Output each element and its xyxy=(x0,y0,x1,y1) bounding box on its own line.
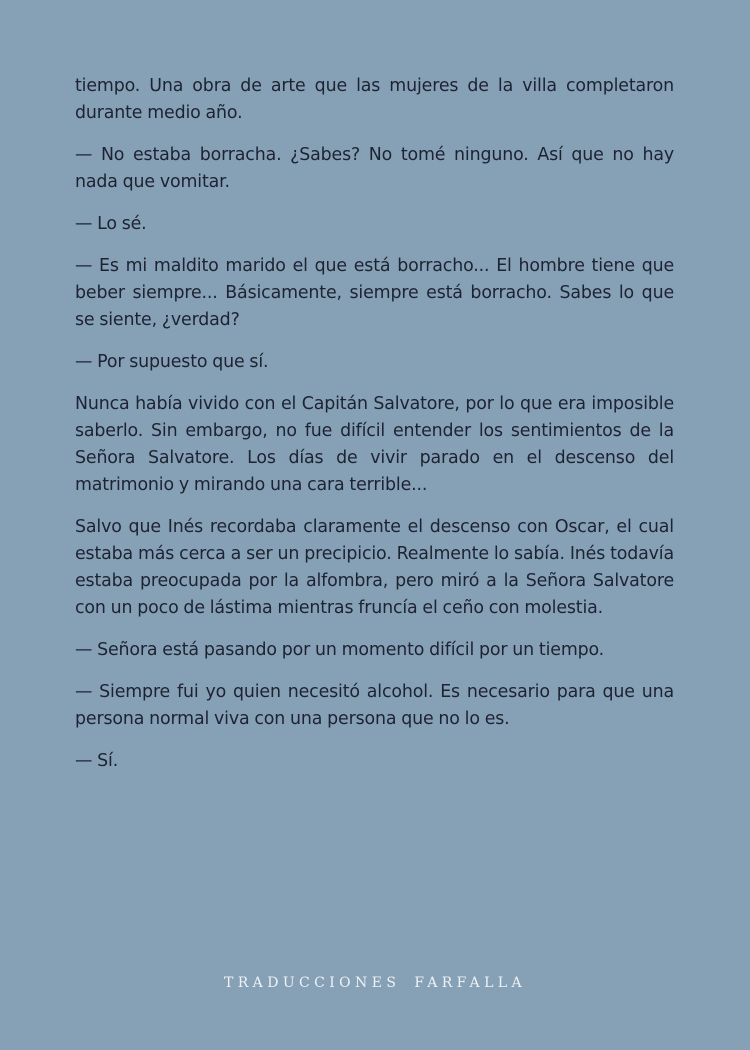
page-body xyxy=(75,73,674,790)
dialogue-line: — Sí. xyxy=(75,751,119,771)
footer-word-traducciones: TRADUCCIONES xyxy=(224,975,401,991)
paragraph-continuation: tiempo. Una obra de arte que las mujeres de la villa completaron durante medio año. xyxy=(75,76,674,123)
footer-word-farfalla: FARFALLA xyxy=(414,975,526,991)
narrative-paragraph: Salvo que Inés recordaba claramente el descenso con Oscar, el cual estaba más cerca a ser un precipicio. Realmente lo sabía. Inés todavía estaba preocupada por la alfombra, pero miró a la Señora Salvatore con un poco de lástima mientras fruncía el ceño con molestia. xyxy=(75,517,674,618)
dialogue-line: — Por supuesto que sí. xyxy=(75,352,269,372)
dialogue-line: — Siempre fui yo quien necesitó alcohol. Es necesario para que una persona normal viva con una persona que no lo es. xyxy=(75,682,674,729)
dialogue-line: — Señora está pasando por un momento difícil por un tiempo. xyxy=(75,640,605,660)
footer-credit xyxy=(0,975,750,991)
narrative-paragraph: Nunca había vivido con el Capitán Salvatore, por lo que era imposible saberlo. Sin embargo, no fue difícil entender los sentimientos de la Señora Salvatore. Los días de vivir parado en el descenso del matrimonio y mirando una cara terrible... xyxy=(75,394,674,495)
dialogue-line: — No estaba borracha. ¿Sabes? No tomé ninguno. Así que no hay nada que vomitar. xyxy=(75,145,674,192)
dialogue-line: — Lo sé. xyxy=(75,214,147,234)
dialogue-line: — Es mi maldito marido el que está borracho... El hombre tiene que beber siempre... Básicamente, siempre está borracho. Sabes lo que se siente, ¿verdad? xyxy=(75,256,674,330)
